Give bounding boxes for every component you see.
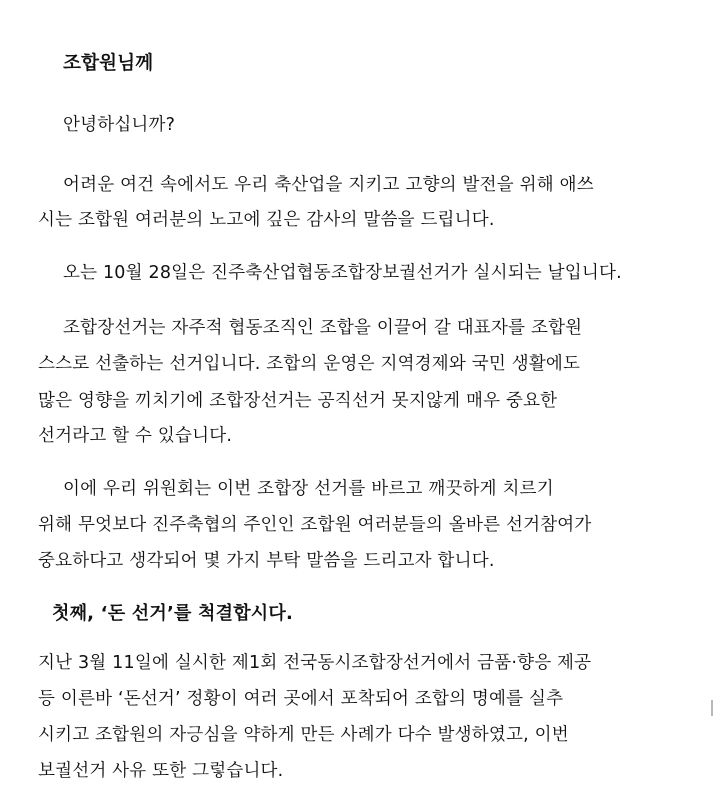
paragraph-3-line-4: 선거라고 할 수 있습니다. [38,426,233,446]
paragraph-5-line-1: 지난 3월 11일에 실시한 제1회 전국동시조합장선거에서 금품·향응 제공 [38,653,592,673]
paragraph-2-line-1: 오는 10월 28일은 진주축산업협동조합장보궐선거가 실시되는 날입니다. [63,263,622,283]
paragraph-5-line-2: 등 이른바 ‘돈선거’ 정황이 여러 곳에서 포착되어 조합의 명예를 실추 [38,689,564,709]
salutation: 조합원님께 [63,53,154,74]
paragraph-4-line-3: 중요하다고 생각되어 몇 가지 부탁 말씀을 드리고자 합니다. [38,551,495,571]
paragraph-5-line-3: 시키고 조합원의 자긍심을 약하게 만든 사례가 다수 발생하였고, 이번 [38,725,569,745]
paragraph-3-line-2: 스스로 선출하는 선거입니다. 조합의 운영은 지역경제와 국민 생활에도 [38,354,581,374]
greeting: 안녕하십니까? [63,115,176,135]
section-1-heading: 첫째, ‘돈 선거’를 척결합시다. [52,603,294,624]
paragraph-1-line-1: 어려운 여건 속에서도 우리 축산업을 지키고 고향의 발전을 위해 애쓰 [63,175,594,195]
paragraph-3-line-3: 많은 영향을 끼치기에 조합장선거는 공직선거 못지않게 매우 중요한 [38,391,558,411]
paragraph-4-line-2: 위해 무엇보다 진주축협의 주인인 조합원 여러분들의 올바른 선거참여가 [38,515,592,535]
paragraph-5-line-4: 보궐선거 사유 또한 그렇습니다. [38,761,284,781]
paragraph-1-line-2: 시는 조합원 여러분의 노고에 깊은 감사의 말씀을 드립니다. [38,210,495,230]
paragraph-3-line-1: 조합장선거는 자주적 협동조직인 조합을 이끌어 갈 대표자를 조합원 [63,318,583,338]
paragraph-4-line-1: 이에 우리 위원회는 이번 조합장 선거를 바르고 깨끗하게 치르기 [63,479,554,499]
scan-edge-mark [711,700,713,716]
